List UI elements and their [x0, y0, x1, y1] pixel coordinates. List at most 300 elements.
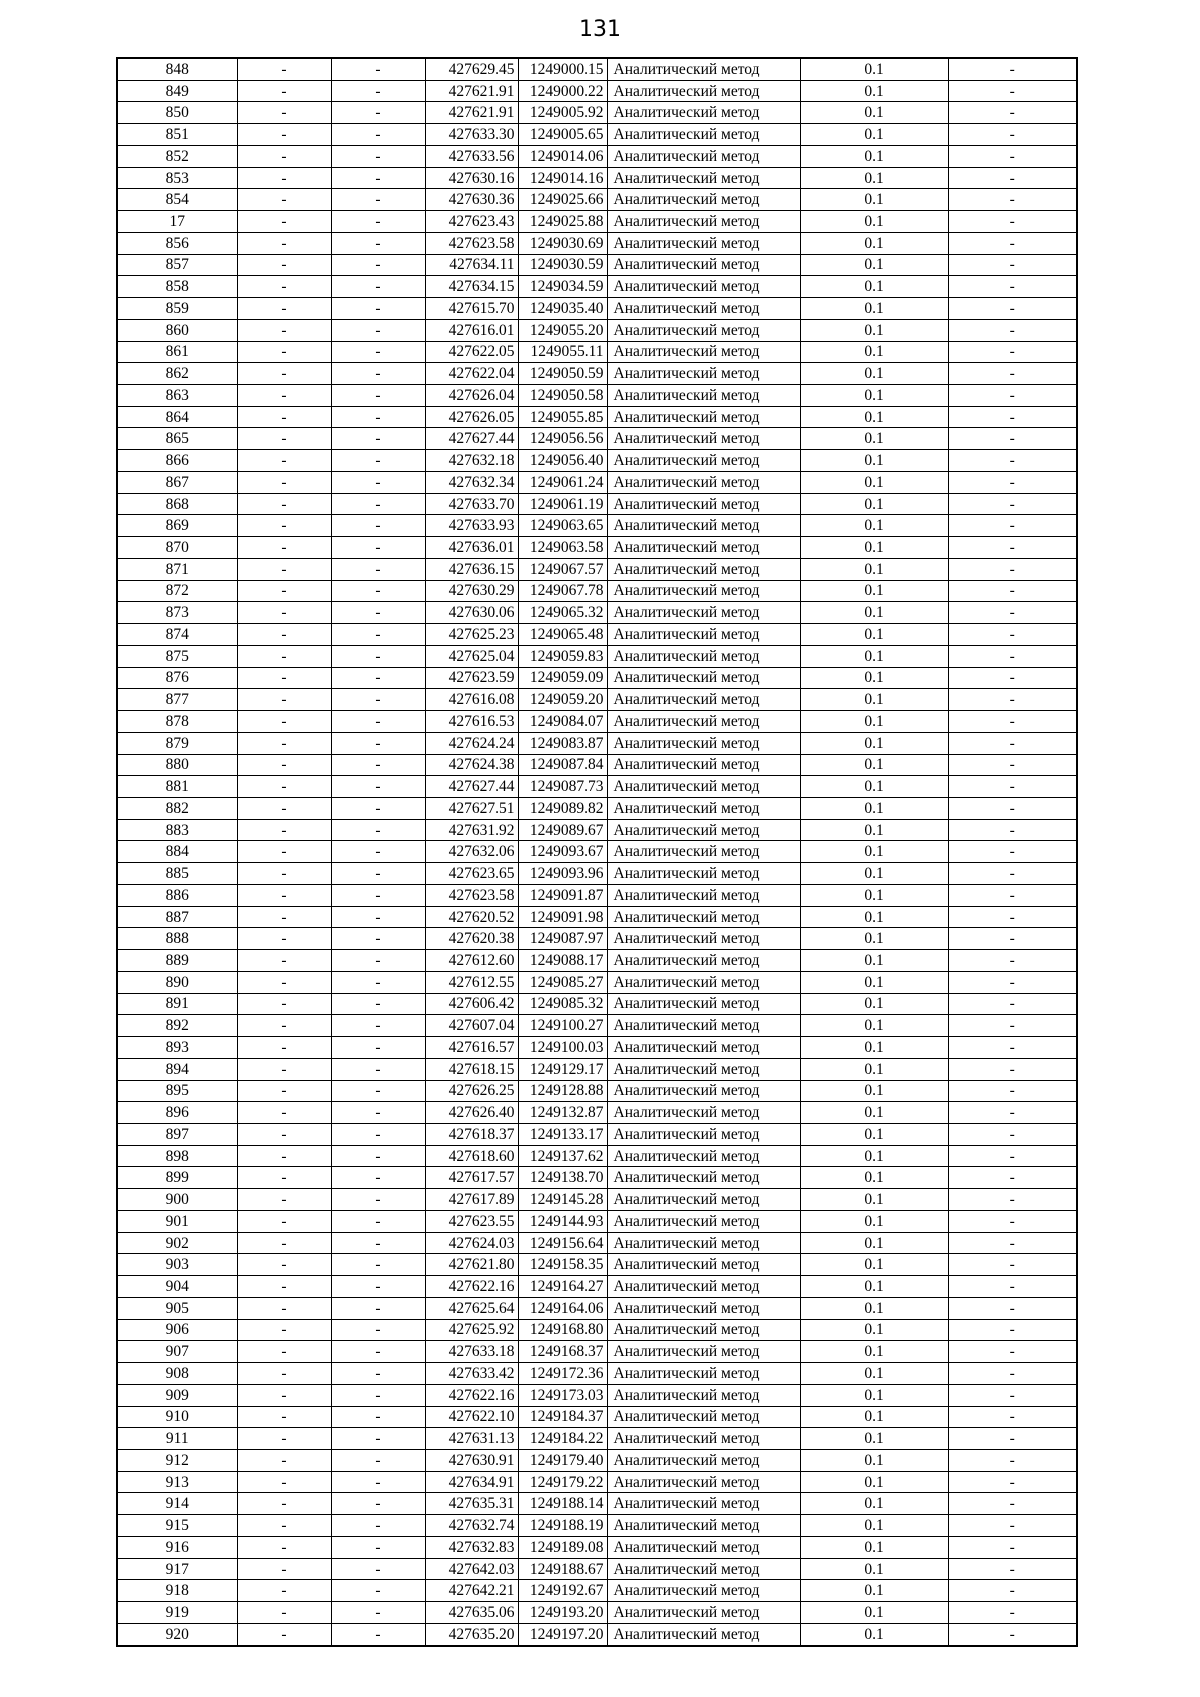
cell-coord-x: 427621.91 [425, 80, 518, 102]
table-row [117, 1363, 1077, 1385]
cell-accuracy: 0.1 [800, 1623, 948, 1645]
cell-coord-x: 427635.20 [425, 1623, 518, 1645]
cell-coord-x: 427642.21 [425, 1580, 518, 1602]
cell-col-2: - [237, 211, 331, 233]
cell-coord-x: 427630.16 [425, 167, 518, 189]
cell-col-8: - [948, 1167, 1077, 1189]
cell-accuracy: 0.1 [800, 341, 948, 363]
cell-method: Аналитический метод [607, 167, 800, 189]
cell-point-number: 920 [117, 1623, 237, 1645]
cell-col-2: - [237, 450, 331, 472]
cell-col-8: - [948, 602, 1077, 624]
table-row [117, 1406, 1077, 1428]
cell-coord-y: 1249164.27 [518, 1276, 607, 1298]
table-row [117, 1015, 1077, 1037]
cell-point-number: 873 [117, 602, 237, 624]
cell-col-2: - [237, 428, 331, 450]
cell-coord-x: 427623.58 [425, 232, 518, 254]
cell-coord-y: 1249087.73 [518, 776, 607, 798]
cell-col-8: - [948, 1037, 1077, 1059]
table-row [117, 558, 1077, 580]
cell-coord-x: 427634.91 [425, 1471, 518, 1493]
cell-col-3: - [331, 1210, 425, 1232]
table-row [117, 189, 1077, 211]
cell-method: Аналитический метод [607, 558, 800, 580]
cell-method: Аналитический метод [607, 1493, 800, 1515]
cell-method: Аналитический метод [607, 971, 800, 993]
cell-col-3: - [331, 667, 425, 689]
cell-method: Аналитический метод [607, 232, 800, 254]
cell-method: Аналитический метод [607, 863, 800, 885]
cell-coord-y: 1249061.24 [518, 471, 607, 493]
cell-col-8: - [948, 1058, 1077, 1080]
cell-col-8: - [948, 58, 1077, 80]
cell-coord-x: 427627.44 [425, 428, 518, 450]
cell-coord-y: 1249093.67 [518, 841, 607, 863]
cell-point-number: 871 [117, 558, 237, 580]
cell-coord-y: 1249133.17 [518, 1123, 607, 1145]
table-row [117, 797, 1077, 819]
cell-method: Аналитический метод [607, 1580, 800, 1602]
cell-col-2: - [237, 471, 331, 493]
cell-coord-x: 427618.15 [425, 1058, 518, 1080]
cell-accuracy: 0.1 [800, 906, 948, 928]
cell-col-3: - [331, 493, 425, 515]
cell-col-8: - [948, 167, 1077, 189]
cell-accuracy: 0.1 [800, 645, 948, 667]
table-row [117, 58, 1077, 80]
cell-method: Аналитический метод [607, 1123, 800, 1145]
cell-col-3: - [331, 1254, 425, 1276]
cell-col-3: - [331, 428, 425, 450]
cell-col-8: - [948, 645, 1077, 667]
table-row [117, 667, 1077, 689]
cell-point-number: 868 [117, 493, 237, 515]
cell-method: Аналитический метод [607, 1384, 800, 1406]
cell-method: Аналитический метод [607, 1189, 800, 1211]
cell-col-3: - [331, 906, 425, 928]
cell-coord-x: 427632.18 [425, 450, 518, 472]
cell-col-3: - [331, 385, 425, 407]
cell-point-number: 888 [117, 928, 237, 950]
cell-coord-y: 1249050.58 [518, 385, 607, 407]
cell-point-number: 911 [117, 1428, 237, 1450]
cell-method: Аналитический метод [607, 1536, 800, 1558]
cell-col-3: - [331, 645, 425, 667]
cell-col-3: - [331, 928, 425, 950]
cell-method: Аналитический метод [607, 841, 800, 863]
cell-col-3: - [331, 515, 425, 537]
cell-col-8: - [948, 1145, 1077, 1167]
table-row [117, 1623, 1077, 1645]
cell-method: Аналитический метод [607, 689, 800, 711]
cell-coord-y: 1249005.92 [518, 102, 607, 124]
cell-point-number: 878 [117, 711, 237, 733]
cell-col-3: - [331, 841, 425, 863]
cell-coord-x: 427615.70 [425, 298, 518, 320]
cell-coord-x: 427618.37 [425, 1123, 518, 1145]
cell-point-number: 898 [117, 1145, 237, 1167]
cell-coord-x: 427626.04 [425, 385, 518, 407]
cell-col-3: - [331, 537, 425, 559]
cell-coord-x: 427634.11 [425, 254, 518, 276]
table-row [117, 884, 1077, 906]
table-row [117, 1167, 1077, 1189]
cell-accuracy: 0.1 [800, 689, 948, 711]
cell-accuracy: 0.1 [800, 819, 948, 841]
cell-col-2: - [237, 1341, 331, 1363]
cell-col-2: - [237, 1384, 331, 1406]
cell-coord-y: 1249128.88 [518, 1080, 607, 1102]
cell-coord-x: 427622.10 [425, 1406, 518, 1428]
cell-col-8: - [948, 732, 1077, 754]
cell-col-3: - [331, 1428, 425, 1450]
cell-accuracy: 0.1 [800, 558, 948, 580]
cell-point-number: 851 [117, 124, 237, 146]
cell-col-2: - [237, 1515, 331, 1537]
cell-col-8: - [948, 558, 1077, 580]
cell-point-number: 886 [117, 884, 237, 906]
table-row [117, 1428, 1077, 1450]
cell-accuracy: 0.1 [800, 537, 948, 559]
cell-col-3: - [331, 189, 425, 211]
cell-col-8: - [948, 319, 1077, 341]
cell-coord-y: 1249129.17 [518, 1058, 607, 1080]
cell-point-number: 852 [117, 145, 237, 167]
cell-col-3: - [331, 298, 425, 320]
cell-col-3: - [331, 124, 425, 146]
cell-point-number: 914 [117, 1493, 237, 1515]
cell-col-2: - [237, 711, 331, 733]
cell-col-8: - [948, 80, 1077, 102]
cell-col-2: - [237, 1080, 331, 1102]
cell-accuracy: 0.1 [800, 1232, 948, 1254]
cell-accuracy: 0.1 [800, 58, 948, 80]
cell-col-8: - [948, 971, 1077, 993]
cell-col-2: - [237, 1602, 331, 1624]
cell-accuracy: 0.1 [800, 1189, 948, 1211]
cell-coord-y: 1249087.97 [518, 928, 607, 950]
cell-accuracy: 0.1 [800, 1515, 948, 1537]
cell-method: Аналитический метод [607, 493, 800, 515]
cell-coord-x: 427606.42 [425, 993, 518, 1015]
cell-col-3: - [331, 1123, 425, 1145]
cell-coord-y: 1249137.62 [518, 1145, 607, 1167]
cell-accuracy: 0.1 [800, 1058, 948, 1080]
table-row [117, 1515, 1077, 1537]
cell-coord-y: 1249179.40 [518, 1450, 607, 1472]
cell-col-8: - [948, 124, 1077, 146]
table-row [117, 1384, 1077, 1406]
cell-method: Аналитический метод [607, 124, 800, 146]
cell-col-3: - [331, 819, 425, 841]
cell-coord-x: 427627.44 [425, 776, 518, 798]
cell-col-3: - [331, 950, 425, 972]
cell-point-number: 853 [117, 167, 237, 189]
cell-accuracy: 0.1 [800, 1123, 948, 1145]
cell-point-number: 861 [117, 341, 237, 363]
cell-method: Аналитический метод [607, 1210, 800, 1232]
cell-method: Аналитический метод [607, 450, 800, 472]
cell-coord-y: 1249088.17 [518, 950, 607, 972]
cell-col-3: - [331, 1536, 425, 1558]
cell-point-number: 874 [117, 624, 237, 646]
page-number: 131 [579, 17, 621, 42]
cell-col-8: - [948, 841, 1077, 863]
cell-col-3: - [331, 319, 425, 341]
cell-method: Аналитический метод [607, 580, 800, 602]
cell-point-number: 864 [117, 406, 237, 428]
cell-method: Аналитический метод [607, 58, 800, 80]
cell-coord-x: 427612.55 [425, 971, 518, 993]
cell-col-8: - [948, 1471, 1077, 1493]
table-row [117, 493, 1077, 515]
cell-col-2: - [237, 1623, 331, 1645]
cell-accuracy: 0.1 [800, 667, 948, 689]
cell-col-8: - [948, 1232, 1077, 1254]
cell-col-3: - [331, 58, 425, 80]
cell-coord-y: 1249087.84 [518, 754, 607, 776]
cell-coord-x: 427632.83 [425, 1536, 518, 1558]
cell-point-number: 860 [117, 319, 237, 341]
cell-col-2: - [237, 1058, 331, 1080]
cell-col-8: - [948, 863, 1077, 885]
cell-accuracy: 0.1 [800, 211, 948, 233]
cell-point-number: 877 [117, 689, 237, 711]
cell-coord-x: 427634.15 [425, 276, 518, 298]
table-row [117, 363, 1077, 385]
cell-coord-x: 427625.64 [425, 1297, 518, 1319]
cell-accuracy: 0.1 [800, 841, 948, 863]
cell-method: Аналитический метод [607, 471, 800, 493]
cell-accuracy: 0.1 [800, 471, 948, 493]
cell-method: Аналитический метод [607, 1145, 800, 1167]
cell-point-number: 849 [117, 80, 237, 102]
cell-method: Аналитический метод [607, 1015, 800, 1037]
cell-accuracy: 0.1 [800, 928, 948, 950]
cell-method: Аналитический метод [607, 1471, 800, 1493]
cell-accuracy: 0.1 [800, 167, 948, 189]
cell-coord-x: 427630.36 [425, 189, 518, 211]
table-row [117, 1602, 1077, 1624]
cell-coord-x: 427621.80 [425, 1254, 518, 1276]
cell-col-3: - [331, 1580, 425, 1602]
cell-col-8: - [948, 428, 1077, 450]
cell-coord-y: 1249030.59 [518, 254, 607, 276]
table-row [117, 1341, 1077, 1363]
cell-accuracy: 0.1 [800, 145, 948, 167]
cell-coord-x: 427636.01 [425, 537, 518, 559]
cell-col-3: - [331, 80, 425, 102]
cell-col-2: - [237, 493, 331, 515]
cell-coord-x: 427642.03 [425, 1558, 518, 1580]
cell-col-3: - [331, 471, 425, 493]
cell-col-2: - [237, 1210, 331, 1232]
table-row [117, 1471, 1077, 1493]
table-row [117, 1189, 1077, 1211]
cell-method: Аналитический метод [607, 711, 800, 733]
cell-point-number: 890 [117, 971, 237, 993]
table-body [117, 58, 1077, 1646]
cell-col-3: - [331, 863, 425, 885]
cell-accuracy: 0.1 [800, 1254, 948, 1276]
table-row [117, 906, 1077, 928]
cell-coord-x: 427623.55 [425, 1210, 518, 1232]
cell-accuracy: 0.1 [800, 1145, 948, 1167]
cell-point-number: 906 [117, 1319, 237, 1341]
cell-coord-x: 427620.52 [425, 906, 518, 928]
cell-col-2: - [237, 602, 331, 624]
cell-coord-x: 427633.42 [425, 1363, 518, 1385]
cell-coord-x: 427616.01 [425, 319, 518, 341]
cell-accuracy: 0.1 [800, 1428, 948, 1450]
cell-col-3: - [331, 1189, 425, 1211]
cell-col-8: - [948, 1080, 1077, 1102]
cell-point-number: 17 [117, 211, 237, 233]
cell-accuracy: 0.1 [800, 602, 948, 624]
cell-point-number: 912 [117, 1450, 237, 1472]
cell-coord-x: 427635.06 [425, 1602, 518, 1624]
cell-col-2: - [237, 1297, 331, 1319]
cell-col-8: - [948, 450, 1077, 472]
cell-col-2: - [237, 102, 331, 124]
cell-point-number: 895 [117, 1080, 237, 1102]
table-row [117, 993, 1077, 1015]
cell-col-8: - [948, 102, 1077, 124]
cell-accuracy: 0.1 [800, 385, 948, 407]
cell-col-2: - [237, 1558, 331, 1580]
cell-method: Аналитический метод [607, 732, 800, 754]
table-row [117, 624, 1077, 646]
cell-coord-y: 1249188.14 [518, 1493, 607, 1515]
cell-col-3: - [331, 232, 425, 254]
cell-col-3: - [331, 1167, 425, 1189]
cell-accuracy: 0.1 [800, 1450, 948, 1472]
cell-coord-y: 1249145.28 [518, 1189, 607, 1211]
cell-col-2: - [237, 80, 331, 102]
cell-accuracy: 0.1 [800, 493, 948, 515]
cell-col-2: - [237, 1145, 331, 1167]
cell-col-8: - [948, 537, 1077, 559]
cell-col-2: - [237, 1536, 331, 1558]
table-row [117, 537, 1077, 559]
cell-col-8: - [948, 189, 1077, 211]
cell-col-3: - [331, 1623, 425, 1645]
cell-col-2: - [237, 1254, 331, 1276]
cell-col-8: - [948, 1623, 1077, 1645]
cell-method: Аналитический метод [607, 537, 800, 559]
cell-col-3: - [331, 1297, 425, 1319]
cell-col-8: - [948, 145, 1077, 167]
cell-col-2: - [237, 645, 331, 667]
cell-col-8: - [948, 1102, 1077, 1124]
cell-coord-y: 1249188.67 [518, 1558, 607, 1580]
table-row [117, 1450, 1077, 1472]
cell-method: Аналитический метод [607, 754, 800, 776]
cell-coord-x: 427620.38 [425, 928, 518, 950]
cell-method: Аналитический метод [607, 254, 800, 276]
cell-method: Аналитический метод [607, 1232, 800, 1254]
cell-coord-y: 1249061.19 [518, 493, 607, 515]
cell-col-8: - [948, 471, 1077, 493]
cell-accuracy: 0.1 [800, 406, 948, 428]
cell-col-8: - [948, 950, 1077, 972]
cell-accuracy: 0.1 [800, 298, 948, 320]
cell-col-8: - [948, 1602, 1077, 1624]
cell-col-3: - [331, 102, 425, 124]
table-row [117, 1536, 1077, 1558]
cell-col-8: - [948, 1276, 1077, 1298]
cell-point-number: 905 [117, 1297, 237, 1319]
cell-col-3: - [331, 363, 425, 385]
cell-col-2: - [237, 1015, 331, 1037]
cell-coord-y: 1249055.11 [518, 341, 607, 363]
cell-coord-x: 427612.60 [425, 950, 518, 972]
cell-method: Аналитический метод [607, 1276, 800, 1298]
cell-coord-y: 1249067.57 [518, 558, 607, 580]
cell-col-8: - [948, 1123, 1077, 1145]
cell-coord-y: 1249156.64 [518, 1232, 607, 1254]
cell-col-8: - [948, 884, 1077, 906]
table-row [117, 1580, 1077, 1602]
cell-coord-y: 1249083.87 [518, 732, 607, 754]
cell-col-8: - [948, 406, 1077, 428]
table-row [117, 471, 1077, 493]
cell-coord-y: 1249063.65 [518, 515, 607, 537]
cell-accuracy: 0.1 [800, 1536, 948, 1558]
cell-coord-y: 1249168.80 [518, 1319, 607, 1341]
cell-col-8: - [948, 1210, 1077, 1232]
cell-method: Аналитический метод [607, 776, 800, 798]
cell-point-number: 876 [117, 667, 237, 689]
cell-method: Аналитический метод [607, 993, 800, 1015]
cell-accuracy: 0.1 [800, 754, 948, 776]
cell-col-2: - [237, 232, 331, 254]
cell-coord-x: 427632.34 [425, 471, 518, 493]
cell-point-number: 897 [117, 1123, 237, 1145]
table-row [117, 406, 1077, 428]
table-row [117, 711, 1077, 733]
table-row [117, 450, 1077, 472]
cell-coord-y: 1249188.19 [518, 1515, 607, 1537]
cell-col-3: - [331, 167, 425, 189]
cell-coord-y: 1249197.20 [518, 1623, 607, 1645]
cell-method: Аналитический метод [607, 1406, 800, 1428]
table-row [117, 211, 1077, 233]
cell-coord-y: 1249055.85 [518, 406, 607, 428]
cell-col-2: - [237, 58, 331, 80]
cell-coord-y: 1249014.06 [518, 145, 607, 167]
cell-coord-y: 1249084.07 [518, 711, 607, 733]
cell-col-2: - [237, 906, 331, 928]
cell-col-2: - [237, 754, 331, 776]
cell-point-number: 918 [117, 1580, 237, 1602]
cell-point-number: 863 [117, 385, 237, 407]
cell-point-number: 915 [117, 1515, 237, 1537]
cell-col-2: - [237, 385, 331, 407]
cell-point-number: 908 [117, 1363, 237, 1385]
cell-coord-y: 1249100.27 [518, 1015, 607, 1037]
cell-accuracy: 0.1 [800, 515, 948, 537]
cell-accuracy: 0.1 [800, 1102, 948, 1124]
table-row [117, 1319, 1077, 1341]
cell-coord-x: 427621.91 [425, 102, 518, 124]
table-row [117, 102, 1077, 124]
cell-col-3: - [331, 1471, 425, 1493]
cell-col-3: - [331, 1276, 425, 1298]
cell-coord-y: 1249089.82 [518, 797, 607, 819]
cell-col-2: - [237, 1406, 331, 1428]
